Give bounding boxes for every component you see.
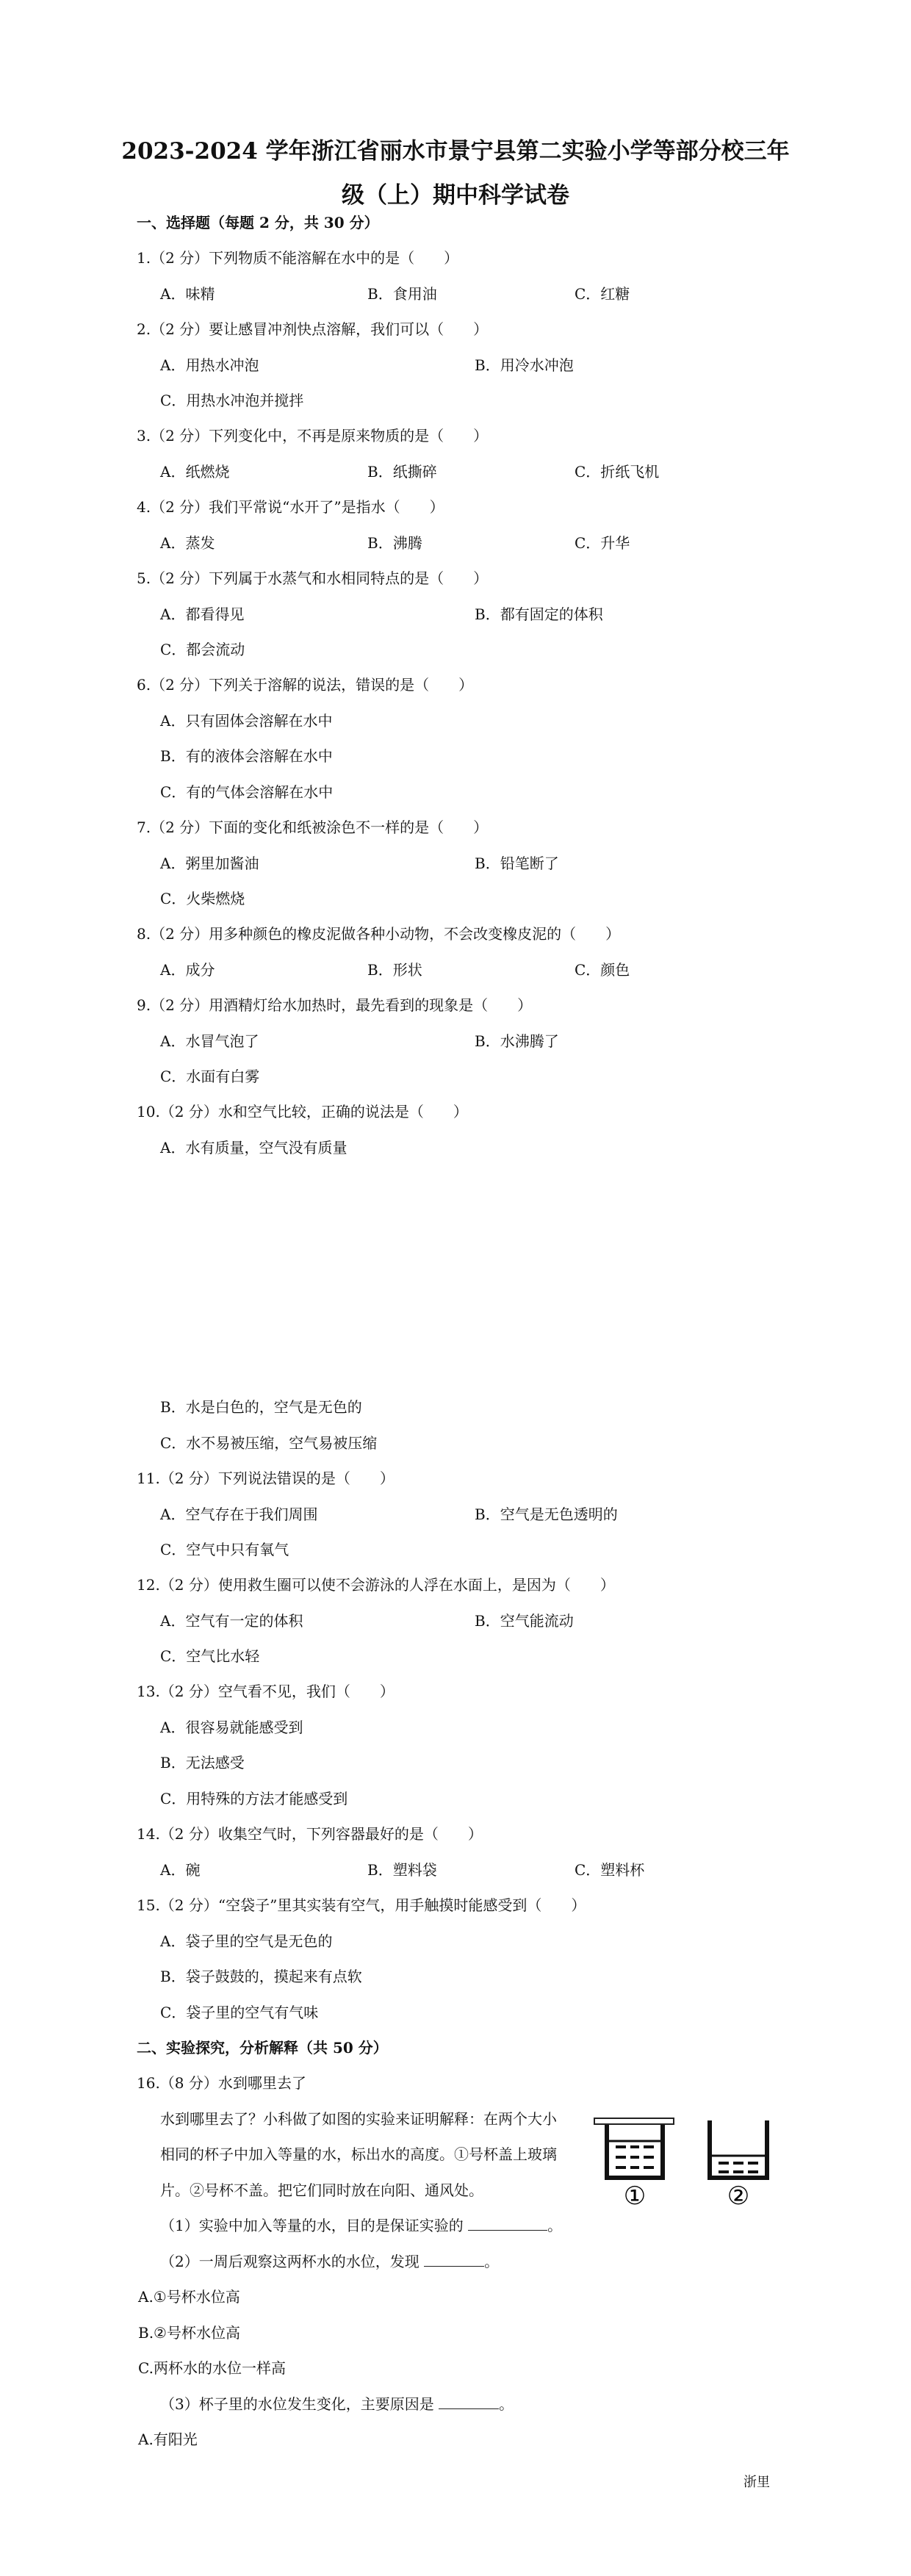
question-3-stem: 3.（2 分）下列变化中，不再是原来物质的是（ ） — [137, 427, 489, 445]
question-16-sub3: （3）杯子里的水位发生变化，主要原因是 。 — [160, 2395, 514, 2413]
question-13-option-a: A．很容易就能感受到 — [160, 1719, 303, 1736]
question-16-sub2-text: （2）一周后观察这两杯水的水位，发现 — [160, 2253, 420, 2270]
cup-2-label: ② — [727, 2181, 750, 2211]
question-12-option-a: A．空气有一定的体积 — [160, 1612, 303, 1630]
cup-2-uncovered — [710, 2120, 767, 2178]
question-15-option-a: A．袋子里的空气是无色的 — [160, 1932, 333, 1950]
question-7-option-c: C．火柴燃烧 — [160, 890, 245, 907]
question-16-sub2: （2）一周后观察这两杯水的水位，发现 。 — [160, 2253, 500, 2270]
question-9-option-b: B．水沸腾了 — [475, 1032, 559, 1050]
question-15-option-b: B．袋子鼓鼓的，摸起来有点软 — [160, 1968, 362, 1985]
experiment-cups-figure — [594, 2107, 777, 2214]
question-8-option-a: A．成分 — [160, 961, 215, 979]
question-4-stem: 4.（2 分）我们平常说“水开了”是指水（ ） — [137, 498, 444, 516]
question-2-option-a: A．用热水冲泡 — [160, 356, 259, 374]
cup-1-covered — [594, 2118, 674, 2178]
question-11-stem: 11.（2 分）下列说法错误的是（ ） — [137, 1469, 395, 1487]
question-3-option-a: A．纸燃烧 — [160, 463, 230, 481]
question-13-option-b: B．无法感受 — [160, 1754, 245, 1771]
answer-blank[interactable] — [424, 2253, 484, 2267]
question-4-option-b: B．沸腾 — [367, 534, 422, 552]
paper-title-line2: 级（上）期中科学试卷 — [342, 182, 569, 209]
question-10-option-a: A．水有质量，空气没有质量 — [160, 1139, 348, 1156]
question-14-stem: 14.（2 分）收集空气时，下列容器最好的是（ ） — [137, 1825, 483, 1843]
question-2-option-b: B．用冷水冲泡 — [475, 356, 574, 374]
question-11-option-c: C．空气中只有氧气 — [160, 1541, 289, 1558]
question-5-option-c: C．都会流动 — [160, 641, 245, 658]
question-6-option-a: A．只有固体会溶解在水中 — [160, 712, 333, 730]
section-1-heading: 一、选择题（每题 2 分，共 30 分） — [137, 214, 379, 231]
question-4-option-a: A．蒸发 — [160, 534, 215, 552]
question-1-option-a: A．味精 — [160, 285, 215, 303]
question-16-para-line3: 片。②号杯不盖。把它们同时放在向阳、通风处。 — [160, 2181, 483, 2199]
question-16-para-line1: 水到哪里去了？小科做了如图的实验来证明解释：在两个大小 — [160, 2110, 557, 2128]
question-7-option-a: A．粥里加酱油 — [160, 855, 259, 872]
question-9-stem: 9.（2 分）用酒精灯给水加热时，最先看到的现象是（ ） — [137, 996, 533, 1014]
question-10-option-c: C．水不易被压缩，空气易被压缩 — [160, 1434, 378, 1452]
question-1-option-b: B．食用油 — [367, 285, 437, 303]
question-16-sub2-option-c: C.两杯水的水位一样高 — [138, 2359, 286, 2377]
question-6-option-c: C．有的气体会溶解在水中 — [160, 783, 334, 801]
question-1-option-c: C．红糖 — [575, 285, 630, 303]
question-16-para-line2: 相同的杯子中加入等量的水，标出水的高度。①号杯盖上玻璃 — [160, 2145, 557, 2163]
question-16-sub3-text: （3）杯子里的水位发生变化，主要原因是 — [160, 2395, 434, 2413]
question-8-option-c: C．颜色 — [575, 961, 630, 979]
question-6-option-b: B．有的液体会溶解在水中 — [160, 747, 333, 765]
question-9-option-a: A．水冒气泡了 — [160, 1032, 259, 1050]
question-11-option-a: A．空气存在于我们周围 — [160, 1505, 318, 1523]
question-2-option-c: C．用热水冲泡并搅拌 — [160, 392, 304, 409]
question-5-option-a: A．都看得见 — [160, 605, 245, 623]
question-14-option-b: B．塑料袋 — [367, 1861, 437, 1879]
question-12-option-b: B．空气能流动 — [475, 1612, 574, 1630]
question-3-option-b: B．纸撕碎 — [367, 463, 437, 481]
question-15-stem: 15.（2 分）“空袋子”里其实装有空气，用手触摸时能感受到（ ） — [137, 1896, 586, 1914]
question-16-sub1: （1）实验中加入等量的水，目的是保证实验的 。 — [160, 2217, 563, 2234]
question-16-sub1-text: （1）实验中加入等量的水，目的是保证实验的 — [160, 2217, 464, 2234]
question-16-sub3-option-a: A.有阳光 — [138, 2431, 198, 2448]
question-10-stem: 10.（2 分）水和空气比较，正确的说法是（ ） — [137, 1103, 468, 1120]
question-14-option-a: A．碗 — [160, 1861, 201, 1879]
question-13-option-c: C．用特殊的方法才能感受到 — [160, 1790, 348, 1807]
question-7-option-b: B．铅笔断了 — [475, 855, 559, 872]
question-3-option-c: C．折纸飞机 — [575, 463, 660, 481]
question-12-stem: 12.（2 分）使用救生圈可以使不会游泳的人浮在水面上，是因为（ ） — [137, 1576, 615, 1594]
section-2-heading: 二、实验探究，分析解释（共 50 分） — [137, 2039, 388, 2057]
question-7-stem: 7.（2 分）下面的变化和纸被涂色不一样的是（ ） — [137, 819, 489, 836]
answer-blank[interactable] — [468, 2217, 547, 2231]
answer-blank[interactable] — [439, 2395, 499, 2409]
question-8-option-b: B．形状 — [367, 961, 422, 979]
page-footer: 浙里 — [743, 2475, 770, 2490]
question-16-sub2-option-a: A.①号杯水位高 — [138, 2288, 240, 2306]
cup-1-label: ① — [623, 2181, 647, 2211]
question-13-stem: 13.（2 分）空气看不见，我们（ ） — [137, 1683, 395, 1700]
question-11-option-b: B．空气是无色透明的 — [475, 1505, 618, 1523]
question-5-option-b: B．都有固定的体积 — [475, 605, 603, 623]
question-9-option-c: C．水面有白雾 — [160, 1068, 260, 1085]
paper-title-line1: 2023-2024 学年浙江省丽水市景宁县第二实验小学等部分校三年 — [121, 138, 790, 165]
question-6-stem: 6.（2 分）下列关于溶解的说法，错误的是（ ） — [137, 676, 474, 694]
question-16-stem: 16.（8 分）水到哪里去了 — [137, 2074, 306, 2092]
question-12-option-c: C．空气比水轻 — [160, 1647, 260, 1665]
question-2-stem: 2.（2 分）要让感冒冲剂快点溶解，我们可以（ ） — [137, 320, 489, 338]
question-4-option-c: C．升华 — [575, 534, 630, 552]
question-1-stem: 1.（2 分）下列物质不能溶解在水中的是（ ） — [137, 249, 459, 267]
question-16-sub2-option-b: B.②号杯水位高 — [138, 2324, 240, 2342]
question-5-stem: 5.（2 分）下列属于水蒸气和水相同特点的是（ ） — [137, 569, 489, 587]
question-10-option-b: B．水是白色的，空气是无色的 — [160, 1398, 362, 1416]
question-14-option-c: C．塑料杯 — [575, 1861, 645, 1879]
question-15-option-c: C．袋子里的空气有气味 — [160, 2004, 319, 2021]
question-8-stem: 8.（2 分）用多种颜色的橡皮泥做各种小动物，不会改变橡皮泥的（ ） — [137, 925, 621, 943]
